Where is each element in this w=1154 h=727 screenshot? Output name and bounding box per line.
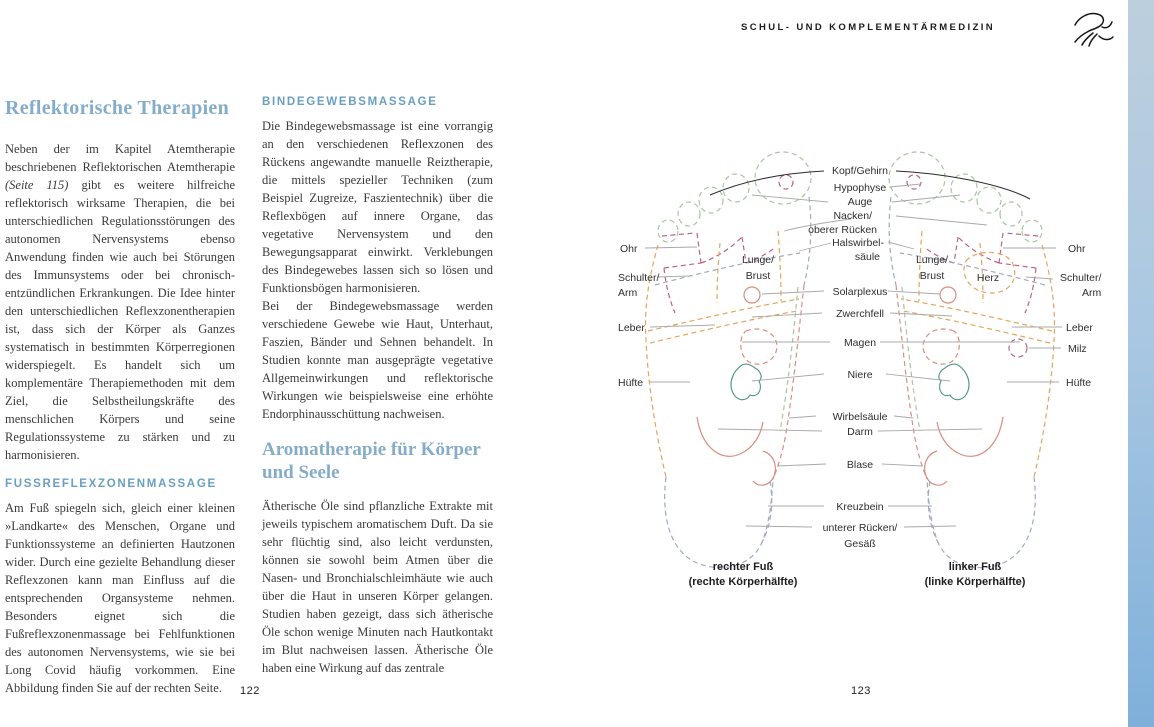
label-milz: Milz	[1068, 343, 1087, 355]
paragraph-aromatherapie: Ätherische Öle sind pflanzliche Extrakte mit jeweils typischem aromatischem Duft. Da sie sehr flüchtig sind, also leicht verdunsten, können sie sowohl beim Atmen über die Nasen- und Bronchialschleimhäute wie auch über die Haut in unseren Körper gelangen. Studien haben gezeigt, dass sich ätherische Öle schon wenige Minuten nach Hautkontakt im Blut nachweisen lassen. Ätherische Öle haben eine Wirkung auf das zentrale	[262, 499, 493, 675]
label-lunge-left-foot-1: Lunge/	[915, 254, 949, 266]
label-herz: Herz	[976, 272, 1000, 284]
label-leber-right: Leber	[1066, 322, 1093, 334]
label-huefte-right: Hüfte	[1066, 377, 1092, 389]
page-number-right: 123	[851, 685, 871, 697]
foot-reflexology-diagram	[600, 135, 1115, 595]
label-schulter-right: Schulter/	[1060, 272, 1102, 284]
label-hypophyse: Hypophyse	[833, 182, 887, 194]
label-auge: Auge	[847, 196, 873, 208]
label-arm-left: Arm	[618, 287, 638, 299]
label-kreuzbein: Kreuzbein	[836, 501, 884, 513]
label-blase: Blase	[846, 459, 874, 471]
label-lunge-right-foot-1: Lunge/	[741, 254, 775, 266]
heart-spleen-zones	[964, 252, 1027, 357]
section-heading-reflektorische-therapien: Reflektorische Therapien	[5, 97, 230, 119]
paragraph-fussreflexzonenmassage: Am Fuß spiegeln sich, gleich einer kleinen »Landkarte« des Menschen, Organe und Funktionssysteme an definierten Hautzonen wider. Durch eine gezielte Behandlung dieser Reflexzonen kann man Einfluss auf die entsprechenden Organsysteme nehmen. Besonders eignet sich die Fußreflexzonenmassage bei Fehlfunktionen des autonomen Nervensystems, wie sie bei Long Covid häufig vorkommen. Eine Abbildung finden Sie auf der rechten Seite.	[5, 501, 235, 695]
page-number-left: 122	[240, 685, 260, 697]
caption-left-foot-2: (linke Körperhälfte)	[924, 576, 1026, 588]
massage-hands-icon	[1068, 5, 1116, 53]
label-ohr-left: Ohr	[620, 243, 638, 255]
page-edge-strip	[1128, 0, 1154, 727]
paragraph-text: Neben der im Kapitel Atemtherapie beschriebenen Reflektorischen Atemtherapie	[5, 142, 235, 174]
caption-right-foot-1: rechter Fuß	[712, 561, 774, 573]
label-arm-right: Arm	[1082, 287, 1102, 299]
label-unterer-ruecken-2: Gesäß	[844, 538, 876, 550]
label-schulter-left: Schulter/	[618, 272, 660, 284]
label-nacken-2: oberer Rücken	[808, 224, 877, 236]
subheading-fussreflexzonenmassage: FUSSREFLEXZONENMASSAGE	[5, 478, 217, 490]
paragraph-reflektorische-therapien	[5, 140, 235, 464]
left-page-column-1	[5, 96, 235, 697]
label-halswirbel-2: säule	[854, 251, 880, 263]
label-nacken-1: Nacken/	[833, 210, 872, 222]
label-ohr-right: Ohr	[1068, 243, 1086, 255]
running-head: SCHUL- UND KOMPLEMENTÄRMEDIZIN	[741, 22, 996, 33]
page-reference-italic: (Seite 115)	[5, 178, 69, 192]
paragraph-bindegewebsmassage-1: Die Bindegewebsmassage ist eine vorrangig an den verschiedenen Reflexzonen des Rückens angewandte manuelle Reiztherapie, die mittels spezieller Techniken (zum Beispiel Zugreize, Faszientechnik) über die Reflexbögen auf innere Organe, das vegetative Nervensystem und den Bewegungsapparat einwirkt. Verklebungen des Bindegewebes lassen sich so lösen und Funktionsbögen harmonisieren.	[262, 119, 493, 295]
label-solarplexus: Solarplexus	[832, 286, 888, 298]
caption-left-foot-1: linker Fuß	[948, 561, 1002, 573]
label-darm: Darm	[847, 426, 873, 438]
section-heading-aromatherapie: Aromatherapie für Körper und Seele	[262, 439, 481, 483]
left-page-column-2	[262, 96, 493, 677]
label-leber-left: Leber	[618, 322, 645, 334]
label-halswirbel-1: Halswirbel-	[832, 237, 884, 249]
label-lunge-right-foot-2: Brust	[745, 270, 771, 282]
label-kopf-gehirn: Kopf/Gehirn	[831, 165, 889, 177]
label-niere: Niere	[847, 369, 873, 381]
label-unterer-ruecken-1: unterer Rücken/	[822, 522, 898, 534]
caption-right-foot-2: (rechte Körperhälfte)	[688, 576, 798, 588]
label-lunge-left-foot-2: Brust	[919, 270, 945, 282]
right-foot-outline	[646, 152, 812, 568]
paragraph-text: gibt es weitere hilfreiche reflektorisch wirksame Therapien, die bei unterschiedlichen Regulationsstörungen des autonomen Nervensystems ebenso Anwendung finden wie auch bei Störungen des Immunsystems oder bei chronisch-entzündlichen Erkrankungen. Die Idee hinter den unterschiedlichen Reflexzonentherapien ist, dass sich der Körper als Ganzes systematisch in bestimmten Körperregionen widerspiegelt. Es handelt sich um komplementäre Therapiemethoden mit dem Ziel, die Selbstheilungskräfte des menschlichen Körpers und seine Regulationssysteme zu stärken und zu harmonisieren.	[5, 178, 235, 462]
paragraph-bindegewebsmassage-2: Bei der Bindegewebsmassage werden verschiedene Gewebe wie Haut, Unterhaut, Faszien, Bänder und Sehnen behandelt. In Studien konnte man ausgeprägte vegetative Allgemeinwirkungen und reflektorische Wirkungen wie beispielsweise eine erhöhte Endorphinausschüttung nachweisen.	[262, 299, 493, 421]
label-zwerchfell: Zwerchfell	[836, 308, 884, 320]
label-magen: Magen	[843, 337, 877, 349]
label-huefte-left: Hüfte	[618, 377, 644, 389]
subheading-bindegewebsmassage: BINDEGEWEBSMASSAGE	[262, 96, 438, 108]
label-wirbelsaeule: Wirbelsäule	[832, 411, 888, 423]
left-foot-outline	[889, 152, 1055, 568]
